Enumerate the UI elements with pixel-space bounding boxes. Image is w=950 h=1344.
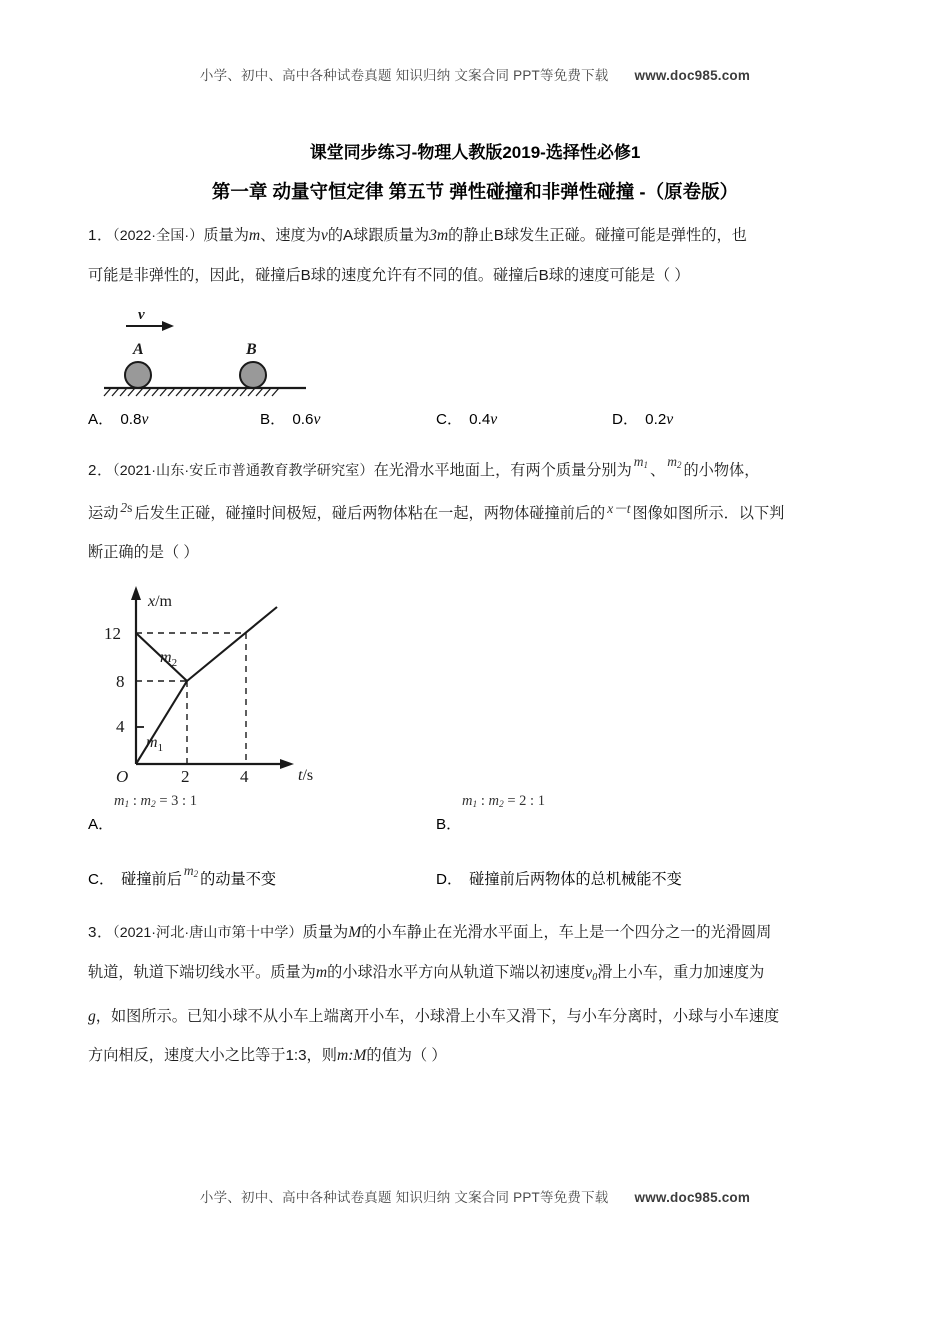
q1-option-a-var: v — [141, 411, 149, 428]
question-1-number: 1． — [88, 227, 113, 244]
q2-l2-text-c: 图像如图所示．以下判 — [632, 505, 785, 522]
question-3-line-2 — [88, 953, 874, 997]
q3-l4-text-a: 方向相反，速度大小之比等于1:3，则 — [88, 1047, 337, 1064]
q2-option-d-text: 碰撞前后两物体的总机械能不变 — [469, 871, 682, 888]
figure-xt-graph — [96, 582, 406, 787]
q2-var-m1-sub: 1 — [643, 460, 648, 470]
question-1-line-2: 可能是非弹性的，因此，碰撞后B球的速度允许有不同的值。碰撞后B球的速度可能是（ ） — [88, 267, 690, 284]
q1-option-d[interactable] — [612, 403, 673, 437]
header-banner — [0, 64, 950, 84]
q3-l4-text-b: 的值为（ ） — [366, 1047, 447, 1064]
series-m2-label: $m_2$ — [160, 649, 178, 669]
q2-option-a-label: A． — [88, 816, 114, 833]
q1-text-a: 质量为 — [203, 227, 249, 244]
question-2-line-3: 断正确的是（ ） — [88, 544, 199, 561]
question-2-source: （2021·山东·安丘市普通教育教学研究室） — [112, 463, 374, 479]
q3-var-m: m — [315, 964, 328, 981]
q1-var-v: v — [320, 227, 328, 244]
ytick-12: 12 — [104, 624, 121, 643]
q1-option-a-label: A． — [88, 411, 114, 428]
header-banner-text: 小学、初中、高中各种试卷真题 知识归纳 文案合同 PPT等免费下载 — [199, 68, 609, 83]
q1-option-a[interactable] — [88, 403, 148, 437]
q2-var-m2 — [667, 442, 681, 485]
ball-a-label: A — [133, 341, 144, 358]
q3-text-b: 的小车静止在光滑水平面上，车上是一个四分之一的光滑圆周 — [361, 924, 772, 941]
document-title-main: 课堂同步练习-物理人教版2019-选择性必修1 — [309, 143, 641, 162]
q3-l2-text-b: 的小球沿水平方向从轨道下端以初速度 — [327, 964, 586, 981]
x-axis-label: t/s — [298, 767, 314, 784]
q3-var-M: M — [348, 924, 362, 941]
q3-l2-text-a: 轨道，轨道下端切线水平。质量为 — [88, 964, 316, 981]
xtick-4: 4 — [240, 767, 249, 786]
question-1 — [88, 216, 874, 437]
question-3-source: （2021·河北·唐山市第十中学） — [112, 925, 303, 941]
question-3-line-3 — [88, 997, 874, 1036]
q1-text-b: 、速度为 — [260, 227, 321, 244]
question-3-line-1 — [88, 913, 874, 953]
question-1-line-1 — [88, 216, 874, 256]
q1-option-b-label: B． — [260, 411, 286, 428]
q2-duration-unit: s — [127, 500, 133, 515]
q2-option-c-label: C． — [88, 871, 115, 888]
question-2-options-cd — [88, 863, 874, 897]
xt-graph-svg — [96, 582, 406, 787]
q1-option-b-value: 0.6 — [292, 411, 314, 428]
q2-option-c-var-m2: m2 — [183, 863, 199, 879]
q2-option-b-label: B． — [436, 816, 462, 833]
question-2-options-ab — [88, 793, 874, 849]
q2-sep: 、 — [650, 462, 666, 479]
q1-option-d-var: v — [666, 411, 674, 428]
q1-option-d-label: D． — [612, 411, 639, 428]
question-3 — [88, 913, 874, 1075]
header-banner-url: www.doc985.com — [634, 68, 751, 83]
q2-option-c[interactable] — [88, 863, 276, 900]
q3-var-g: g — [88, 1008, 96, 1025]
q2-option-d-label: D． — [436, 871, 463, 888]
q1-option-a-value: 0.8 — [120, 411, 142, 428]
question-2-line-2 — [88, 494, 874, 533]
ball-b — [240, 362, 266, 388]
question-3-line-4 — [88, 1036, 874, 1075]
q3-l2-text-c: 滑上小车，重力加速度为 — [597, 964, 765, 981]
question-1-options — [88, 403, 874, 437]
series-combined-line — [187, 607, 277, 681]
q1-option-c-label: C． — [436, 411, 463, 428]
question-2-line-1 — [88, 451, 874, 494]
ground-hatching — [104, 388, 279, 396]
q1-var-m: m — [248, 227, 261, 244]
q1-option-c-value: 0.4 — [469, 411, 491, 428]
figure-balls-svg — [96, 301, 396, 399]
q2-var-m2-base: m — [667, 454, 677, 469]
q3-text-a: 质量为 — [302, 924, 349, 941]
question-1-source: （2022·全国·） — [112, 228, 204, 244]
q3-var-v0: $v_0$ — [585, 964, 598, 983]
q1-text-c: 的A球跟质量为 — [327, 227, 430, 244]
question-3-number: 3． — [88, 924, 113, 941]
q2-xt-label: x－t — [607, 501, 631, 516]
q1-var-3m: 3m — [429, 227, 449, 244]
q1-option-c-var: v — [490, 411, 498, 428]
q2-text-a: 在光滑水平地面上，有两个质量分别为 — [373, 462, 632, 479]
ytick-4: 4 — [116, 717, 125, 736]
q2-var-m1-base: m — [633, 454, 644, 469]
q1-option-b[interactable] — [260, 403, 320, 437]
xtick-2: 2 — [181, 767, 190, 786]
q2-duration-value: 2 — [120, 500, 128, 515]
series-m1-label: $m_1$ — [146, 734, 164, 754]
figure-balls-on-ground — [96, 301, 396, 399]
question-2 — [88, 451, 874, 897]
q2-option-c-text-a: 碰撞前后 — [121, 871, 182, 888]
q2-var-m2-sub: 2 — [676, 460, 682, 470]
q2-var-m1 — [634, 442, 648, 485]
x-axis-arrow-icon — [280, 759, 294, 769]
q2-option-b-expr: m1 : m2 = 2 : 1 — [462, 793, 545, 810]
document-title-sub: 第一章 动量守恒定律 第五节 弹性碰撞和非弹性碰撞 -（原卷版） — [211, 181, 739, 202]
origin-label: O — [116, 767, 129, 786]
q3-var-mM: m:M — [336, 1047, 367, 1064]
question-2-number: 2． — [88, 462, 113, 479]
footer-banner-url: www.doc985.com — [634, 1190, 751, 1205]
q2-option-a-expr: m1 : m2 = 3 : 1 — [114, 793, 197, 810]
document-body — [88, 216, 874, 1075]
ball-a — [125, 362, 151, 388]
footer-banner — [0, 1186, 950, 1206]
y-axis-arrow-icon — [131, 586, 141, 600]
q2-text-b: 的小物体， — [683, 462, 760, 479]
footer-banner-text: 小学、初中、高中各种试卷真题 知识归纳 文案合同 PPT等免费下载 — [199, 1190, 609, 1205]
q2-l2-text-a: 运动 — [88, 505, 119, 522]
q1-option-b-var: v — [313, 411, 321, 428]
q3-l3-text: ，如图所示。已知小球不从小车上端离开小车，小球滑上小车又滑下，与小车分离时，小球与小车速度 — [95, 1008, 780, 1025]
ytick-8: 8 — [116, 672, 125, 691]
y-axis-label: x/m — [148, 593, 172, 610]
velocity-label: v — [138, 307, 145, 323]
q2-l2-text-b: 后发生正碰，碰撞时间极短，碰后两物体粘在一起，两物体碰撞前后的 — [134, 505, 606, 522]
q2-option-c-text-b: 的动量不变 — [200, 871, 277, 888]
q1-option-c[interactable] — [436, 403, 497, 437]
velocity-arrow-icon — [126, 321, 174, 331]
q2-option-d[interactable] — [436, 863, 682, 897]
q1-option-d-value: 0.2 — [645, 411, 667, 428]
q2-duration — [120, 488, 132, 527]
ball-b-label: B — [246, 341, 257, 358]
q1-text-d: 的静止B球发生正碰。碰撞可能是弹性的，也 — [448, 227, 747, 244]
